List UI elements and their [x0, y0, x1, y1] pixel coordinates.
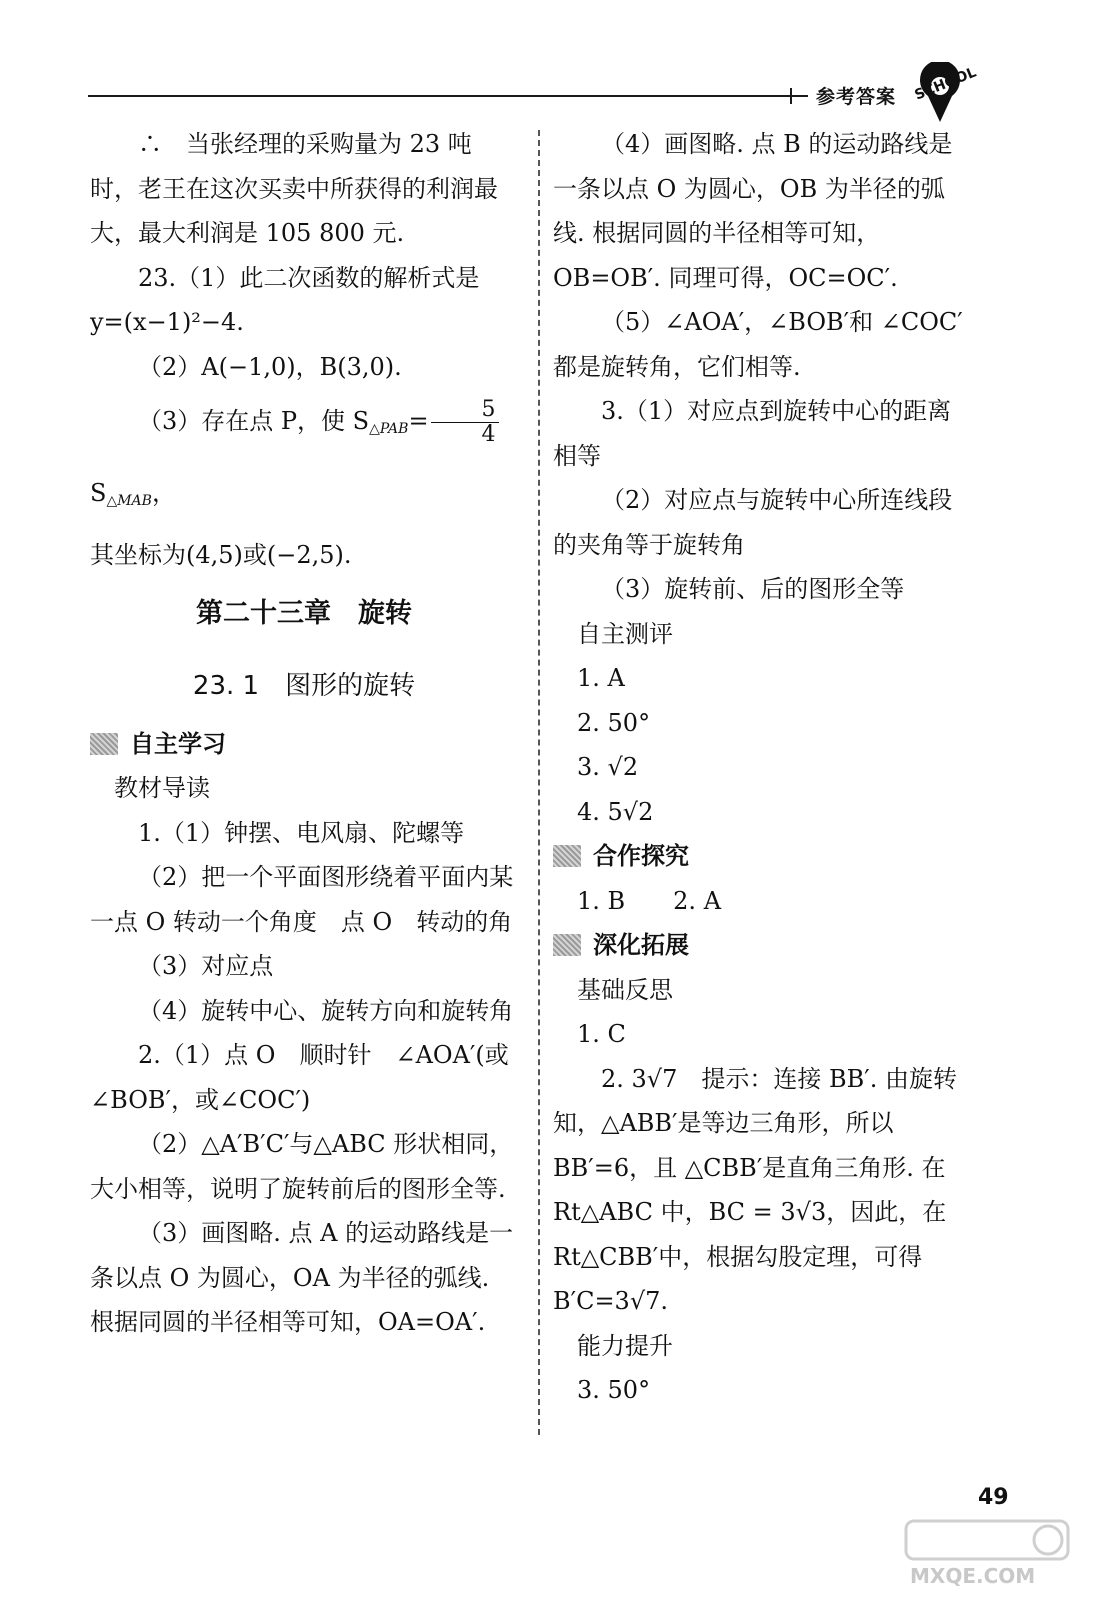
answer-paragraph: 1.（1）钟摆、电风扇、陀螺等 [138, 818, 465, 847]
left-column [90, 122, 518, 1345]
answer-paragraph: （2）对应点与旋转中心所连线段的夹角等于旋转角 [553, 486, 953, 559]
answer-paragraph: （4）画图略. 点 B 的运动路线是一条以点 O 为圆心，OB 为半径的弧线. 根据同圆的半径相等可知，OB=OB′. 同理可得，OC=OC′. [553, 130, 953, 292]
answer-paragraph: 23.（1）此二次函数的解析式是 y=(x−1)²−4. [90, 263, 480, 336]
answer-paragraph: （3）对应点 [138, 952, 274, 980]
right-column [553, 122, 973, 1413]
subheading: 能力提升 [577, 1331, 673, 1360]
answer-line: 2. 50° [577, 708, 651, 737]
header-title: 参考答案 [816, 86, 897, 108]
section-heading-deep: 深化拓展 [553, 923, 973, 968]
school-logo-icon [910, 62, 980, 126]
heading-marker-icon [90, 733, 118, 755]
school-logo-text: SCHOOL [912, 64, 979, 104]
fraction: $\frac{5}{4}$ [431, 398, 499, 447]
answer-paragraph: 其坐标为(4,5)或(−2,5). [90, 541, 352, 569]
watermark-logo-icon [900, 1515, 1075, 1590]
answer-paragraph: （2）△A′B′C′与△ABC 形状相同，大小相等，说明了旋转前后的图形全等. [90, 1130, 514, 1203]
chapter-title: 第二十三章 旋转 [196, 597, 412, 629]
answer-paragraph-formula: （3）存在点 P，使 $S_{\triangle PAB}=$ $\frac{5}{4}$ $S_{\triangle MAB}$， [90, 389, 518, 533]
answer-paragraph: （2）A(−1,0)，B(3,0). [138, 352, 402, 381]
subheading: 基础反思 [577, 975, 673, 1004]
subheading: 自主测评 [577, 619, 673, 648]
answer-paragraph: 3.（1）对应点到旋转中心的距离相等 [553, 397, 952, 470]
answer-line: 3. 50° [577, 1376, 651, 1404]
answer-paragraph: （2）把一个平面图形绕着平面内某一点 O 转动一个角度 点 O 转动的角 [90, 863, 514, 936]
answer-line: 1. B 2. A [577, 886, 722, 915]
answer-line: 1. C [577, 1020, 626, 1048]
header-rule [88, 95, 808, 97]
answer-line: 4. 5√2 [577, 797, 654, 826]
heading-marker-icon [553, 845, 581, 867]
answer-line: 1. A [577, 664, 625, 692]
answer-paragraph: 2.（1）点 O 顺时针 ∠AOA′(或∠BOB′，或∠COC′) [90, 1041, 509, 1114]
answer-paragraph: （3）画图略. 点 A 的运动路线是一条以点 O 为圆心，OA 为半径的弧线. 根据同圆的半径相等可知，OA=OA′. [90, 1219, 514, 1336]
answer-paragraph: （5）∠AOA′，∠BOB′和 ∠COC′都是旋转角，它们相等. [553, 308, 963, 381]
subheading: 教材导读 [114, 774, 210, 802]
section-heading-study: 自主学习 [90, 722, 518, 767]
section-heading-coop: 合作探究 [553, 834, 973, 879]
heading-marker-icon [553, 934, 581, 956]
header-tick [790, 88, 792, 104]
answer-paragraph: （4）旋转中心、旋转方向和旋转角 [138, 996, 514, 1025]
column-divider [538, 130, 540, 1435]
answer-line: 3. √2 [577, 753, 639, 781]
watermark-text: MXQE.COM [910, 1564, 1036, 1588]
answer-paragraph: ∴ 当张经理的采购量为 23 吨时，老王在这次买卖中所获得的利润最大，最大利润是 105 800 元. [90, 130, 498, 247]
answer-paragraph: （3）旋转前、后的图形全等 [601, 575, 905, 603]
answer-paragraph: 2. 3√7 提示：连接 BB′. 由旋转知，△ABB′是等边三角形，所以 BB′=6，且 △CBB′是直角三角形. 在 Rt△ABC 中，BC = 3√3，因此，在 Rt△CBB′中，根据勾股定理，可得 B′C=3√7. [553, 1064, 957, 1315]
section-title: 23. 1 图形的旋转 [192, 670, 416, 701]
page-number: 49 [978, 1485, 1009, 1510]
